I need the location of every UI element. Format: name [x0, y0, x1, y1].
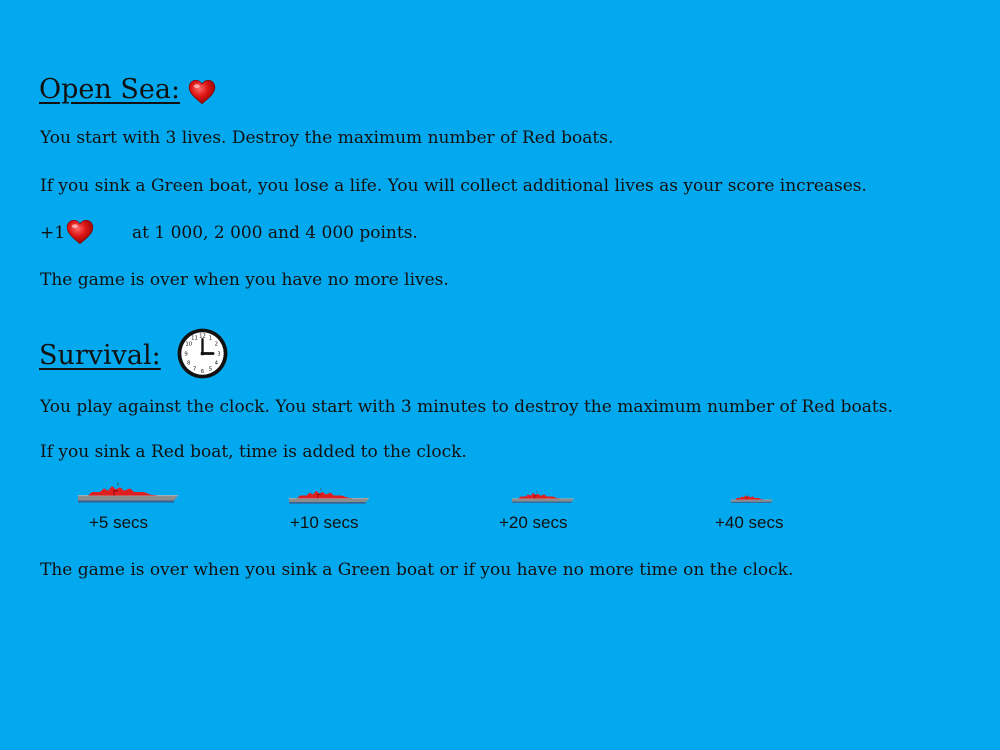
bonus-text: at 1 000, 2 000 and 4 000 points.: [132, 223, 418, 243]
survival-title: Survival:: [39, 340, 161, 371]
svg-text:9: 9: [184, 351, 188, 358]
red-boat-large-icon: [78, 481, 178, 503]
open-sea-game-over: The game is over when you have no more lives.: [40, 270, 449, 290]
svg-text:2: 2: [214, 341, 218, 348]
survival-line-2: If you sink a Red boat, time is added to the clock.: [40, 442, 467, 462]
bonus-prefix: +1: [40, 223, 66, 243]
open-sea-line-1: You start with 3 lives. Destroy the maximum number of Red boats.: [40, 128, 614, 148]
red-boat-small-icon: [512, 490, 574, 503]
svg-text:10: 10: [185, 341, 193, 348]
svg-text:1: 1: [208, 335, 213, 342]
svg-text:4: 4: [214, 360, 218, 367]
open-sea-line-2: If you sink a Green boat, you lose a life. You will collect additional lives as your score increases.: [40, 176, 867, 196]
svg-text:3: 3: [217, 351, 221, 358]
open-sea-title: Open Sea:: [39, 74, 181, 105]
clock-icon: [176, 327, 229, 380]
svg-text:8: 8: [187, 360, 191, 367]
svg-text:11: 11: [191, 335, 198, 342]
boat-bonus-label: +20 secs: [499, 513, 568, 532]
survival-line-1: You play against the clock. You start with 3 minutes to destroy the maximum number of Red boats.: [40, 397, 893, 417]
boat-bonus-label: +40 secs: [715, 513, 784, 532]
svg-text:6: 6: [200, 369, 205, 376]
heart-icon: [188, 79, 216, 105]
svg-text:7: 7: [192, 366, 197, 373]
svg-text:12: 12: [199, 333, 206, 340]
red-boat-tiny-icon: [731, 493, 773, 503]
red-boat-medium-icon: [289, 487, 369, 504]
survival-game-over: The game is over when you sink a Green boat or if you have no more time on the clock.: [40, 560, 794, 580]
svg-text:5: 5: [208, 366, 213, 373]
boat-bonus-label: +10 secs: [290, 513, 359, 532]
bonus-heart-icon: [66, 219, 94, 245]
boat-bonus-label: +5 secs: [89, 513, 149, 532]
